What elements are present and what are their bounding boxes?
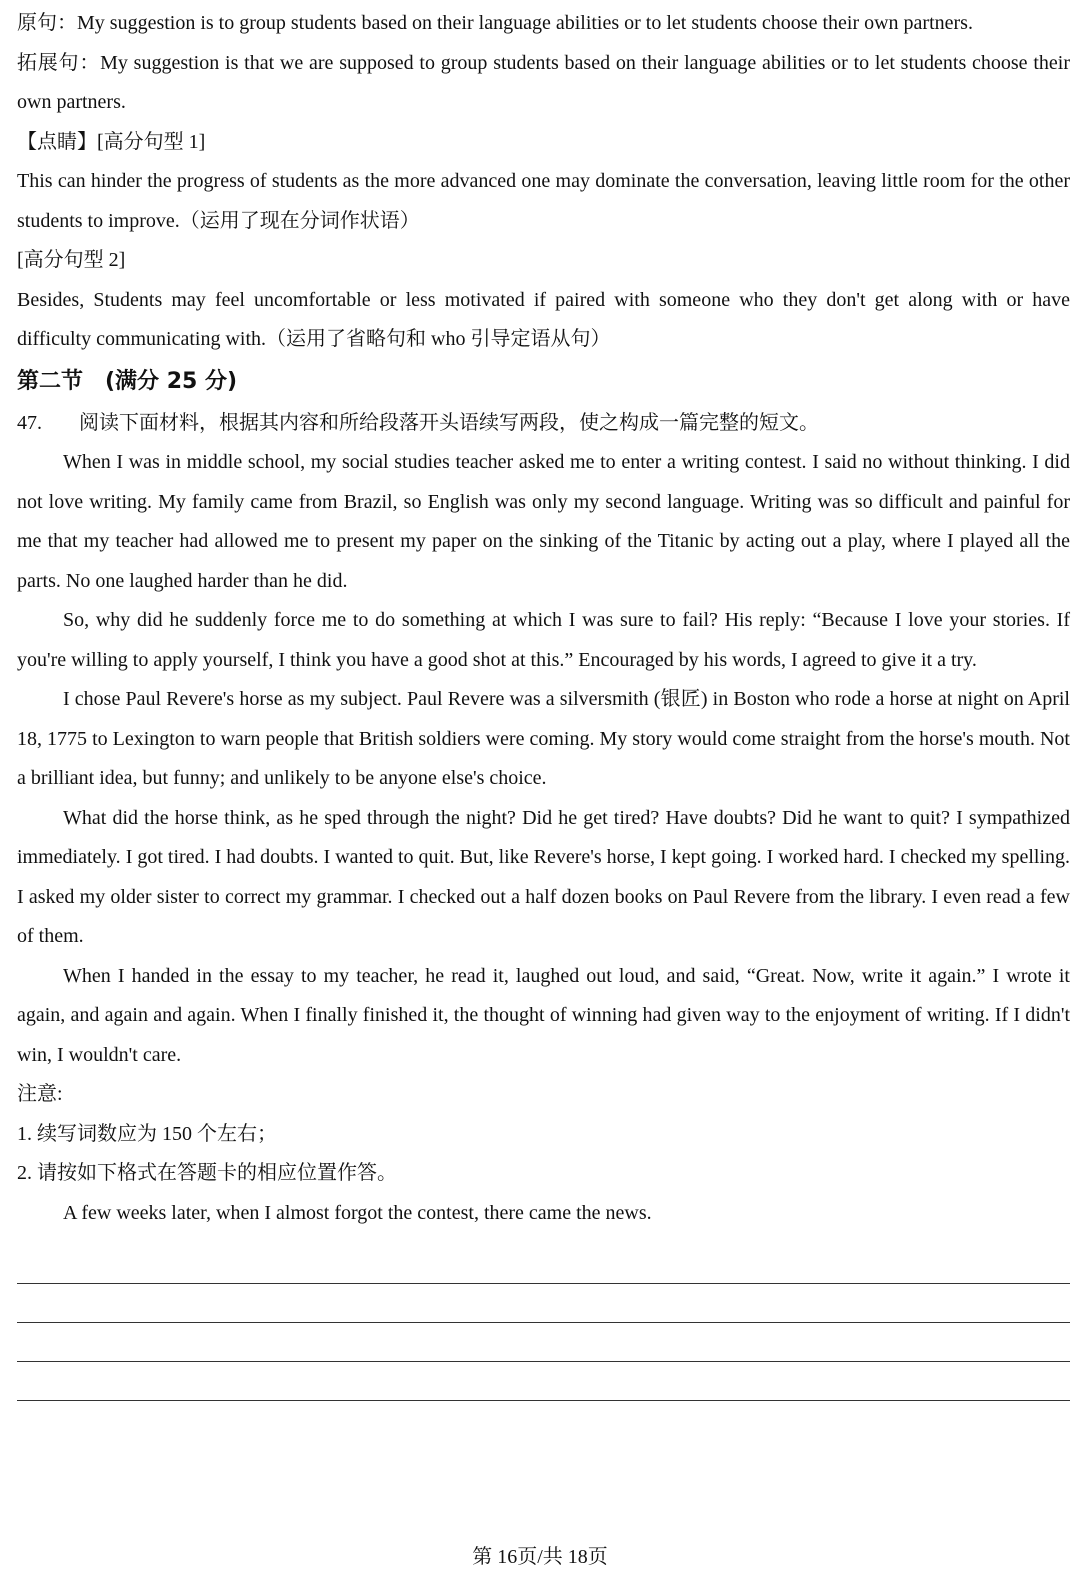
instruction-text: 阅读下面材料，根据其内容和所给段落开头语续写两段，使之构成一篇完整的短文。 — [79, 411, 819, 434]
high-score-sentence-1: This can hinder the progress of students as the more advanced one may dominate the conversation, leaving little room for the other students to improve.（运用了现在分词作状语） — [17, 170, 1070, 232]
answer-line[interactable] — [17, 1323, 1070, 1362]
answer-line[interactable] — [17, 1245, 1070, 1284]
story-paragraph-5: When I handed in the essay to my teacher, he read it, laughed out loud, and said, “Great. Now, write it again.” I wrote it again, and again and again. When I finally finished it, the thought of winning had given way to the enjoyment of writing. If I didn't win, I wouldn't care. — [17, 964, 1070, 1066]
note-1: 1. 续写词数应为 150 个左右； — [17, 1122, 277, 1145]
continuation-starter: A few weeks later, when I almost forgot the contest, there came the news. — [63, 1201, 652, 1224]
note-2: 2. 请按如下格式在答题卡的相应位置作答。 — [17, 1162, 397, 1184]
story-paragraph-3: I chose Paul Revere's horse as my subject. Paul Revere was a silversmith (银匠) in Boston who rode a horse at night on April 18, 1775 to Lexington to warn people that British soldiers were coming. My story would come straight from the horse's mouth. Not a brilliant idea, but funny; and unlikely to be anyone else's choice. — [17, 688, 1070, 789]
answer-line[interactable] — [17, 1362, 1070, 1401]
question-instruction — [17, 404, 1070, 444]
answer-lines — [17, 1245, 1070, 1401]
original-sentence: 原句：My suggestion is to group students based on their language abilities or to let students choose their own partners. — [17, 12, 973, 34]
exam-page — [17, 4, 1070, 1401]
section-heading: 第二节 (满分 25 分) — [17, 368, 238, 394]
question-number: 47. — [17, 411, 42, 434]
pattern-2-label: [高分句型 2] — [17, 249, 126, 271]
story-paragraph-1: When I was in middle school, my social studies teacher asked me to enter a writing contest. I said no without thinking. I did not love writing. My family came from Brazil, so English was only my second language. Writing was so difficult and painful for me that my teacher had allowed me to present my paper on the sinking of the Titanic by acting out a play, where I played all the parts. No one laughed harder than he did. — [17, 451, 1070, 592]
story-paragraph-2: So, why did he suddenly force me to do something at which I was sure to fail? His reply: “Because I love your stories. If you're willing to apply yourself, I think you have a good shot at this.” Encouraged by his words, I agreed to give it a try. — [17, 609, 1070, 671]
expanded-sentence: 拓展句：My suggestion is that we are supposed to group students based on their language abilities or to let students choose their own partners. — [17, 51, 1070, 113]
page-footer: 第 16页/共 18页 — [472, 1546, 608, 1568]
answer-line[interactable] — [17, 1284, 1070, 1323]
story-paragraph-4: What did the horse think, as he sped through the night? Did he get tired? Have doubts? Did he want to quit? I sympathized immediately. I got tired. I had doubts. I wanted to quit. But, like Revere's horse, I kept going. I worked hard. I checked my spelling. I asked my older sister to correct my grammar. I checked out a half dozen books on Paul Revere from the library. I even read a few of them. — [17, 806, 1070, 947]
high-score-sentence-2: Besides, Students may feel uncomfortable or less motivated if paired with someone who they don't get along with or have difficulty communicating with.（运用了省略句和 who 引导定语从句） — [17, 288, 1070, 350]
notes-label: 注意: — [17, 1083, 63, 1105]
tips-label: 【点睛】[高分句型 1] — [17, 130, 206, 153]
